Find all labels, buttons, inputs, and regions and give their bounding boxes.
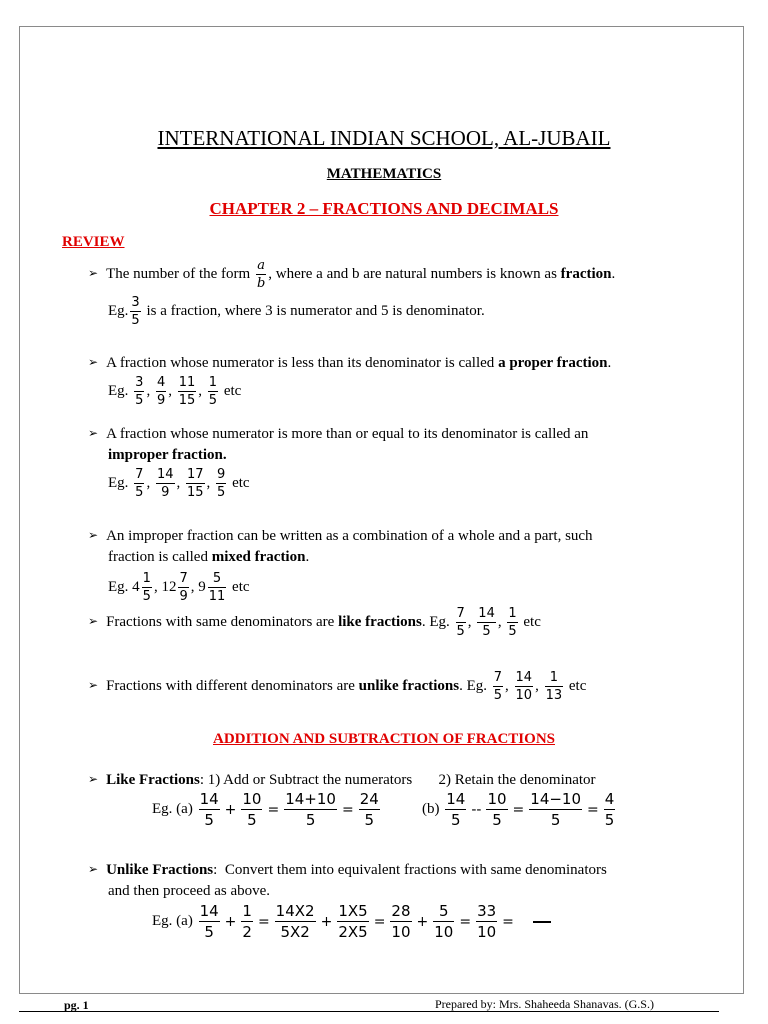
arrow-bullet-icon: ➢ [88, 355, 99, 369]
equation-fraction: $\frac{14-10}{5}$ [530, 790, 582, 829]
equation-fraction: $\frac{28}{10}$ [391, 902, 411, 941]
review-heading: REVIEW [62, 234, 125, 250]
example-fraction: $\frac{11}{15}$ [178, 375, 196, 408]
example-fraction: $\frac{14}{10}$ [515, 670, 533, 703]
item6-term: unlike fractions [358, 677, 460, 694]
operator: = [267, 801, 280, 818]
page-number: pg. 1 [64, 998, 89, 1012]
operator: + [224, 913, 237, 930]
review-item-2-examples: Eg. $\frac{3}{5}$ , $\frac{4}{9}$ , $\frac{11}{15}$ , $\frac{1}{5}$ etc [108, 375, 242, 408]
review-item-6: ➢ Fractions with different denominators are unlike fractions. Eg. $\frac{7}{5}$ , $\frac{14}{10}$ , $\frac{1}{13}$ etc [88, 670, 587, 703]
review-item-1: ➢ The number of the form $\frac{a}{b}$ , where a and b are natural numbers is known as fraction. [88, 258, 616, 291]
review-item-4-examples: Eg. 4 $\frac{1}{5}$ , 12 $\frac{7}{9}$ , 9 $\frac{5}{11}$ etc [108, 571, 250, 604]
item4-term: mixed fraction [211, 549, 306, 565]
like-fractions-rule: ➢ Like Fractions: 1) Add or Subtract the numerators 2) Retain the denominator [88, 772, 596, 788]
operator: -- [471, 801, 482, 818]
school-title: INTERNATIONAL INDIAN SCHOOL, AL-JUBAIL [157, 126, 611, 150]
equation-fraction: $\frac{14}{5}$ [199, 902, 219, 941]
equation-fraction: $\frac{14X2}{5X2}$ [275, 902, 315, 941]
equation-fraction: $\frac{4}{5}$ [604, 790, 615, 829]
chapter-title: CHAPTER 2 – FRACTIONS AND DECIMALS [209, 199, 559, 218]
item3-term: improper fraction. [108, 447, 227, 463]
example-fraction: $\frac{3}{5}$ [135, 375, 144, 408]
arrow-bullet-icon: ➢ [88, 528, 99, 542]
operator: = [502, 913, 514, 930]
equation-fraction: $\frac{24}{5}$ [359, 790, 379, 829]
like-fractions-example-b: (b) $\frac{14}{5}$ -- $\frac{10}{5}$ = $\frac{14-10}{5}$ = $\frac{4}{5}$ [422, 789, 617, 830]
unlike-fractions-example-a: Eg. (a) $\frac{14}{5}$ + $\frac{1}{2}$ = $\frac{14X2}{5X2}$ + $\frac{1X5}{2X5}$ = $\frac{28}{10}$ + $\frac{5}{10}$ = $\frac{33}{10}$ = [152, 901, 551, 942]
review-item-5: ➢ Fractions with same denominators are like fractions. Eg. $\frac{7}{5}$ , $\frac{14}{5}$ , $\frac{1}{5}$ etc [88, 606, 541, 639]
equation-fraction: $\frac{1X5}{2X5}$ [338, 902, 368, 941]
operator: = [257, 913, 270, 930]
operator: + [224, 801, 237, 818]
example-fraction: $\frac{1}{5}$ [208, 375, 218, 408]
mixed-fraction: $\frac{5}{11}$ [208, 571, 226, 604]
subject-title: MATHEMATICS [326, 166, 442, 182]
item2-term: a proper fraction [498, 355, 608, 371]
equation-fraction: $\frac{1}{2}$ [242, 902, 252, 941]
arrow-bullet-icon: ➢ [88, 265, 99, 280]
prepared-by: Prepared by: Mrs. Shaheeda Shanavas. (G.S.) [435, 997, 654, 1011]
operator: = [341, 801, 354, 818]
arrow-bullet-icon: ➢ [88, 772, 99, 786]
answer-blank [533, 921, 551, 923]
operator: = [587, 801, 599, 818]
item5-term: like fractions [338, 613, 422, 630]
arrow-bullet-icon: ➢ [88, 862, 99, 876]
review-item-4: ➢ An improper fraction can be written as a combination of a whole and a part, such [88, 528, 593, 544]
example-fraction: $\frac{9}{5}$ [217, 467, 226, 500]
arrow-bullet-icon: ➢ [88, 613, 99, 628]
operator: = [459, 913, 472, 930]
operator: = [512, 801, 525, 818]
review-item-3-examples: Eg. $\frac{7}{5}$ , $\frac{14}{9}$ , $\frac{17}{15}$ , $\frac{9}{5}$ etc [108, 467, 250, 500]
mixed-fraction: $\frac{7}{9}$ [179, 571, 188, 604]
item1-text-after: , where a and b are natural numbers is known as [268, 265, 561, 282]
unlike-fractions-line2: and then proceed as above. [108, 883, 271, 899]
unlike-fractions-term: Unlike Fractions [106, 862, 214, 878]
equation-fraction: $\frac{33}{10}$ [477, 902, 497, 941]
review-item-3: ➢ A fraction whose numerator is more than or equal to its denominator is called an [88, 426, 589, 442]
review-item-1-example: Eg. $\frac{3}{5}$ is a fraction, where 3 is numerator and 5 is denominator. [108, 295, 485, 328]
example-fraction: $\frac{7}{5}$ [456, 606, 465, 639]
like-fractions-term: Like Fractions [106, 772, 200, 788]
example-fraction: $\frac{14}{9}$ [156, 467, 174, 500]
equation-fraction: $\frac{14}{5}$ [199, 790, 219, 829]
mixed-fraction: $\frac{1}{5}$ [142, 571, 151, 604]
operator: = [373, 913, 386, 930]
arrow-bullet-icon: ➢ [88, 426, 99, 440]
unlike-fractions-rule: ➢ Unlike Fractions: Convert them into equivalent fractions with same denominators [88, 862, 607, 878]
operator: + [416, 913, 429, 930]
example-fraction: $\frac{3}{5}$ [131, 295, 140, 328]
item1-term: fraction [560, 265, 612, 282]
example-fraction: $\frac{1}{5}$ [508, 606, 517, 639]
equation-fraction: $\frac{14+10}{5}$ [285, 790, 336, 829]
equation-fraction: $\frac{5}{10}$ [434, 902, 454, 941]
example-fraction: $\frac{7}{5}$ [493, 670, 503, 703]
review-item-2: ➢ A fraction whose numerator is less than its denominator is called a proper fraction. [88, 355, 612, 371]
arrow-bullet-icon: ➢ [88, 677, 99, 692]
like-fractions-example-a: Eg. (a) $\frac{14}{5}$ + $\frac{10}{5}$ = $\frac{14+10}{5}$ = $\frac{24}{5}$ [152, 789, 382, 830]
review-item-4-line2: fraction is called mixed fraction. [108, 549, 310, 565]
operator: + [320, 913, 333, 930]
section-heading-addition-subtraction: ADDITION AND SUBTRACTION OF FRACTIONS [213, 731, 555, 747]
equation-fraction: $\frac{14}{5}$ [446, 790, 466, 829]
example-fraction: $\frac{17}{15}$ [187, 467, 204, 500]
example-fraction: $\frac{1}{13}$ [545, 670, 563, 703]
footer-divider [19, 1011, 719, 1012]
example-fraction: $\frac{4}{9}$ [156, 375, 166, 408]
example-fraction: $\frac{14}{5}$ [478, 606, 495, 639]
item1-text: The number of the form [106, 265, 254, 282]
equation-fraction: $\frac{10}{5}$ [487, 790, 507, 829]
equation-fraction: $\frac{10}{5}$ [242, 790, 262, 829]
example-fraction: $\frac{7}{5}$ [135, 467, 144, 500]
fraction-a-over-b: $\frac{a}{b}$ [256, 258, 266, 291]
